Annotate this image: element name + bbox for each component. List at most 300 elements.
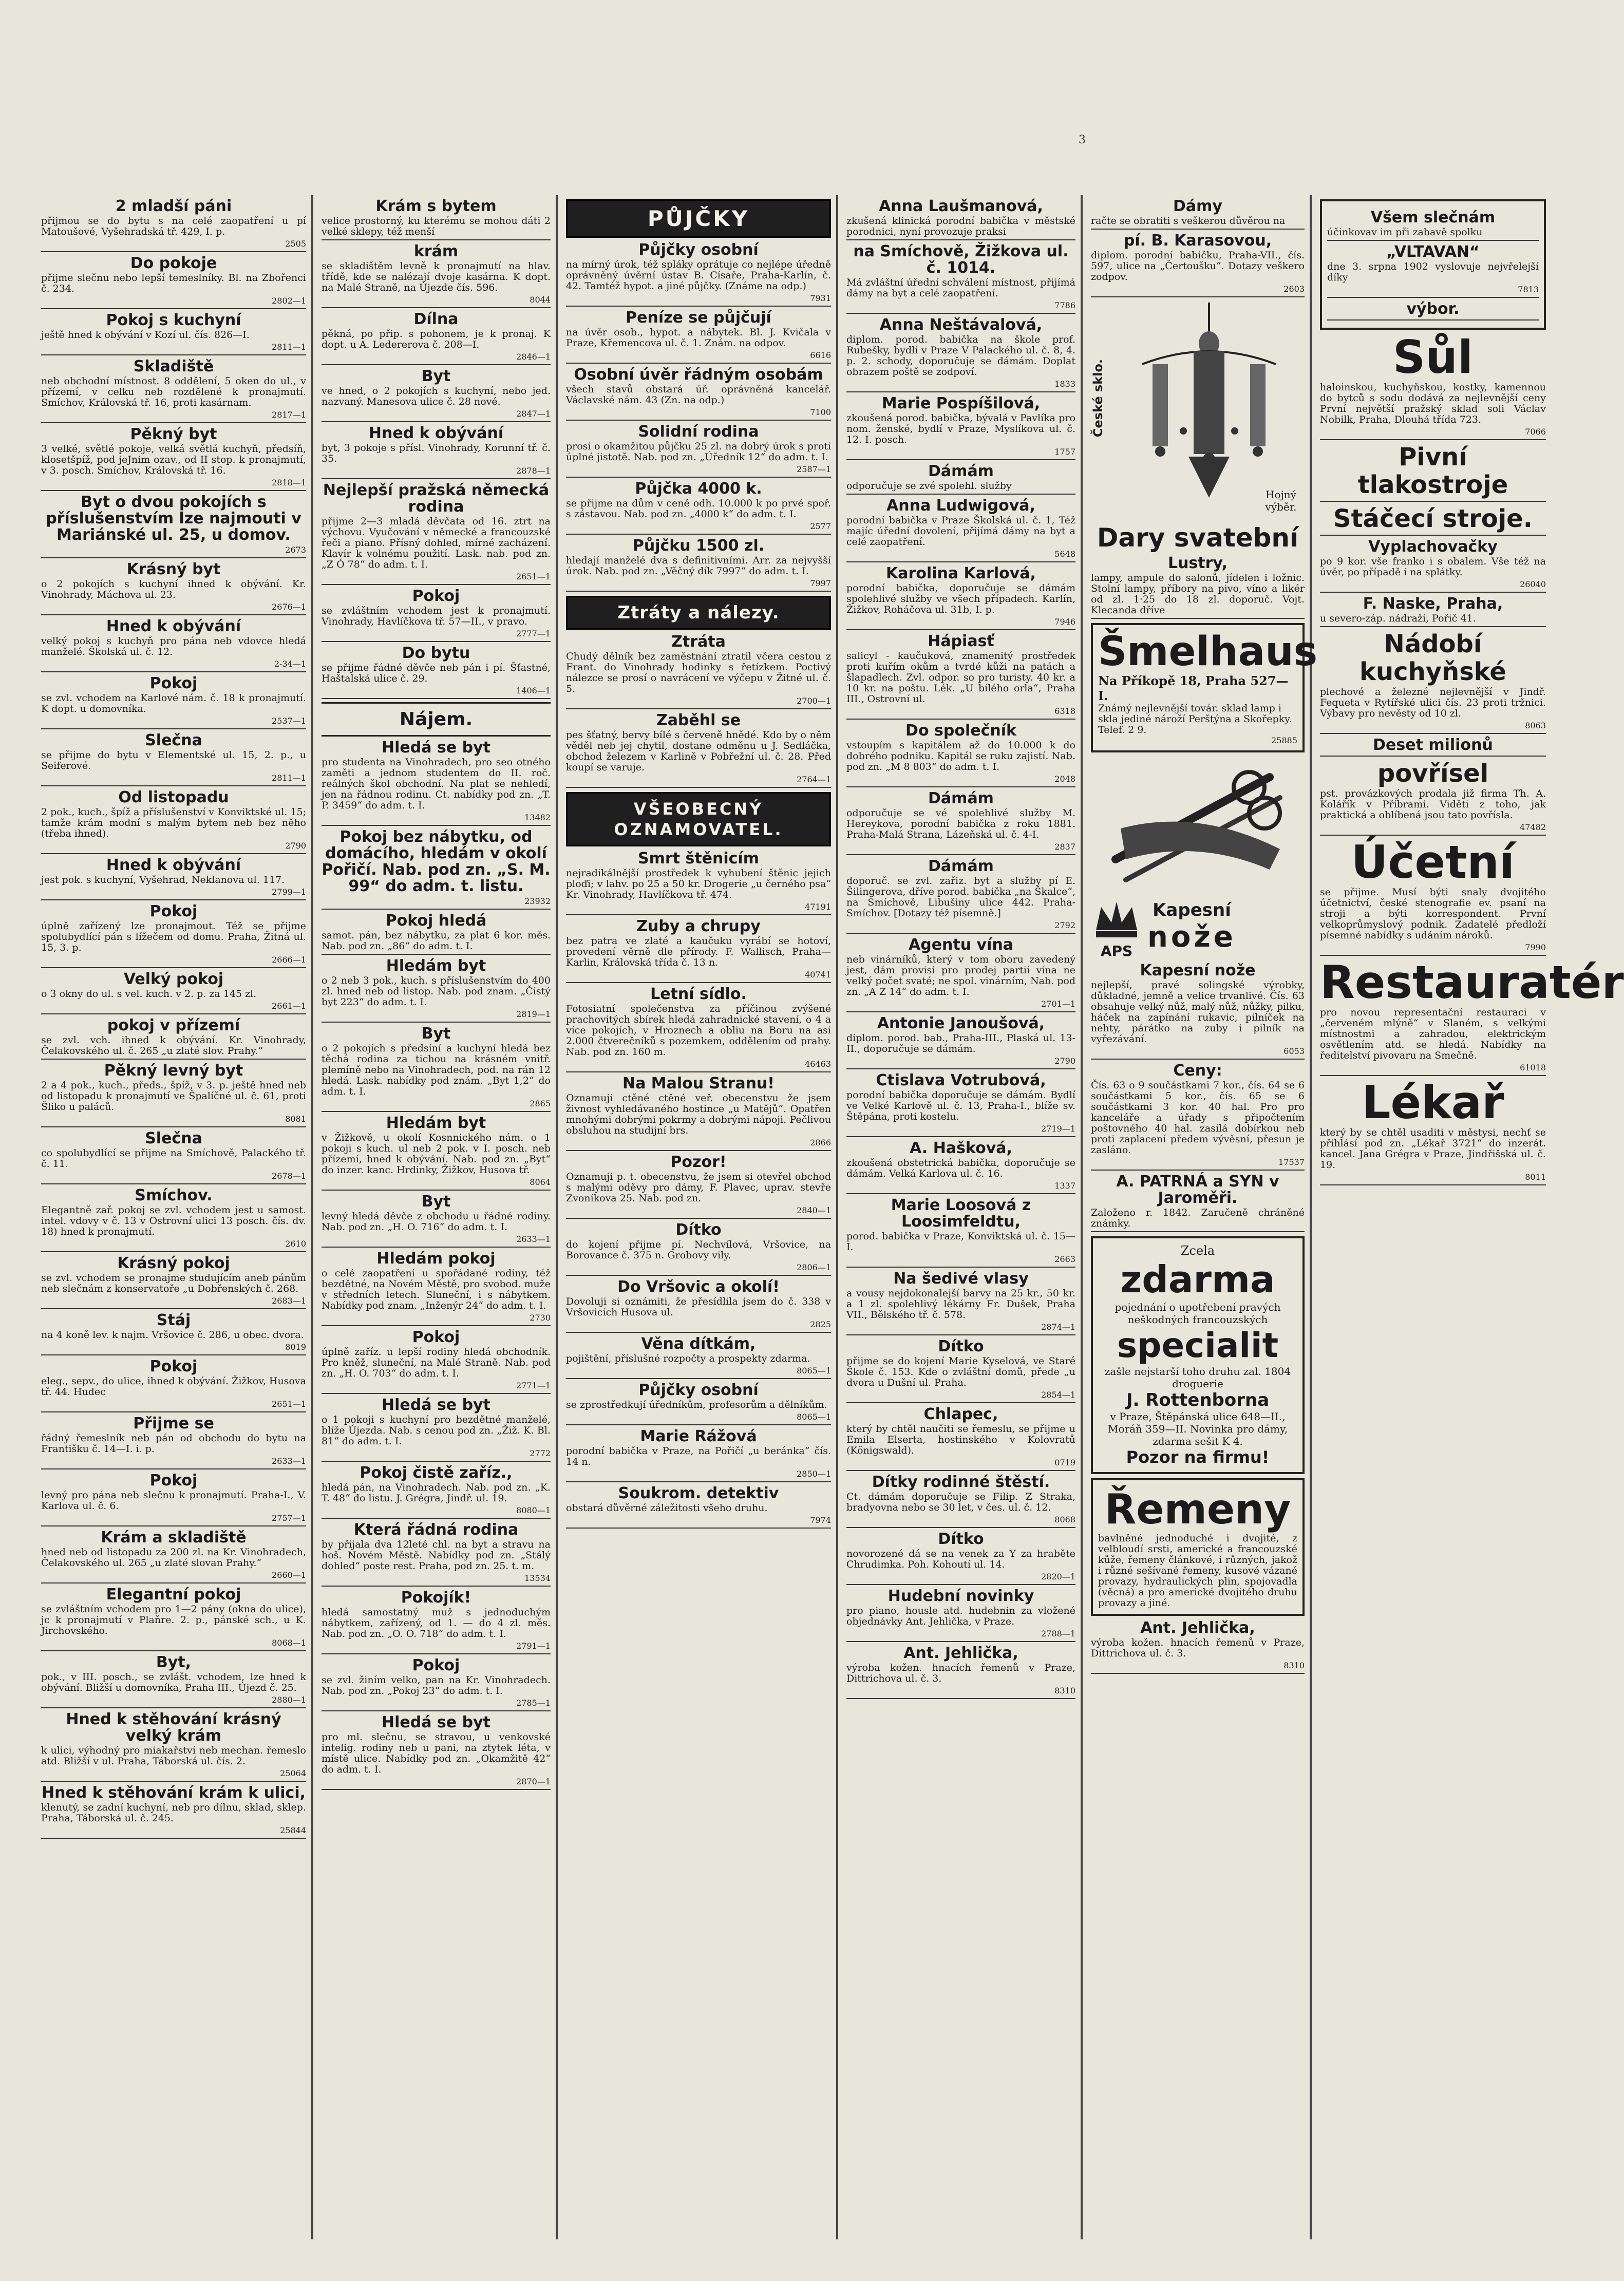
ad-body: se zvl. vchodem na Karlové nám. č. 18 k pronajmutí. K dopt. u domovníka. [41, 692, 306, 714]
ad-number: 2820—1 [1041, 1572, 1075, 1581]
ad-number: 7100 [810, 407, 831, 417]
classified-ad [1320, 596, 1546, 627]
ad-divider [322, 1586, 551, 1587]
ad-body: v Žižkově, u okolí Kosnnického nám. o 1 pokoji s kuch. ul neb 2 pok. v I. posch. neb přízemí, hned k obývání. Nab. pod zn. „Byt“ do inzer. kanc. Hrdinky, Žižkov, Husova tř. [322, 1132, 551, 1176]
ad-body: se zvláštním vchodem pro 1—2 pány (okna do ulice), jc k pronajmutí v Plaňre. 2. p., pánské sch., u K. Jirchovského. [41, 1604, 306, 1636]
ad-body: který by chtěl naučiti se řemeslu, se přijme u Emila Elserta, hostinského v Kolovratů (Königswald). [846, 1423, 1075, 1456]
ad-body: všech stavů obstará úř. oprávněná kancelář. Václavské nám. 43 (Zn. na odp.) [566, 384, 831, 406]
ad-number: 8063 [1525, 721, 1546, 730]
ad-body: se zvl. vch. ihned k obývání. Kr. Vinohrady, Čelakovského ul. č. 265 „u zlaté slov. Prahy.“ [41, 1034, 306, 1057]
ad-number: 2802—1 [272, 296, 306, 306]
ad-body: a vousy nejdokonalejší barvy na 25 kr., 50 kr. a 1 zl. spolehlivý lékárny Fr. Dušek, Praha VII., Bělského tř. č. 578. [846, 1288, 1075, 1321]
ad-body: nejradikálnější prostředek k vyhubení štěnic jejich ploďi; v lahv. po 25 a 50 kr. Drogerie „u černého psa“ Kr. Vinohrady, Havlíčkova tř. 474. [566, 868, 831, 900]
ad-divider [846, 1334, 1075, 1335]
ad-title: Byt [421, 1025, 451, 1043]
ad-body: řádný řemeslník neb pán od obchodu do bytu na Františku č. 14—I. i. p. [41, 1432, 306, 1455]
section-heading-ztraty: Ztráty a nálezy. [566, 596, 831, 630]
ad-divider [846, 391, 1075, 392]
classified-ad [322, 368, 551, 422]
ad-title: Anna Ludwigová, [886, 497, 1035, 515]
ad-divider [846, 854, 1075, 855]
classified-ad [846, 633, 1075, 720]
ad-body: k ulici, výhodný pro miakařství neb mechan. řemeslo atd. Bližší v ul. Praha, Táborská ul. čís. 2. [41, 1745, 306, 1767]
ad-title: Nádobí kuchyňské [1359, 630, 1506, 686]
ad-divider [1320, 756, 1546, 757]
ad-body: se přijme řádné děvče neb pán i pí. Šťastné, Haštalská ulice č. 29. [322, 662, 551, 684]
classified-ad [41, 198, 306, 252]
classified-ad [846, 1271, 1075, 1335]
ad-divider [322, 421, 551, 422]
ad-divider [41, 899, 306, 900]
smelhaus-advertisement [1091, 623, 1318, 752]
classified-ad [41, 675, 306, 729]
remeny-title: Řemeny [1104, 1485, 1291, 1533]
ad-body: 2 a 4 pok., kuch., předs., špíž, v 3. p. ještě hned neb od listopadu k pronajmutí ve Špalíčné ul. č. 61, proti Šliko u paláců. [41, 1080, 306, 1113]
classified-ad [1320, 737, 1546, 757]
ad-title: Stáčecí stroje. [1333, 504, 1533, 533]
ad-number: 13534 [524, 1573, 551, 1583]
ad-number: 46463 [805, 1059, 831, 1069]
classified-ad [1091, 555, 1305, 619]
classified-ad [566, 851, 831, 915]
ad-divider [1091, 296, 1305, 297]
classified-ad [846, 790, 1075, 855]
ad-divider [566, 1150, 831, 1151]
ad-body: se přijme do bytu v Elementské ul. 15, 2. p., u Seiferové. [41, 749, 306, 771]
ad-title: Do pokoje [130, 254, 217, 272]
ad-title: na Smíchově, Žižkova ul. č. 1014. [853, 242, 1069, 277]
ad-title: Krásný byt [126, 560, 221, 578]
ad-title: Přijme se [133, 1415, 214, 1432]
zdarma-body-2: zašle nejstarší toho druhu zal. 1804 droguerie [1104, 1365, 1291, 1390]
ad-number: 2811—1 [272, 773, 306, 783]
ad-number: 7931 [810, 293, 831, 303]
classified-ad [41, 359, 306, 423]
ad-title: Půjčky osobní [638, 1381, 759, 1399]
ad-divider [1091, 229, 1305, 230]
classified-ad [322, 1115, 551, 1191]
ad-body: porodní babička, doporučuje se dámám spolehlivé služby ve všech případech. Karlín, Žižkov, Roháčova ul. 31b, I. p. [846, 582, 1075, 615]
column-6 [1315, 195, 1624, 2239]
ad-divider [322, 1111, 551, 1112]
ad-divider [846, 313, 1075, 314]
classified-ad [566, 1076, 831, 1151]
ad-body: nejlepší, pravé solingské výrobky, důkladné, jemně a velice trvanlivé. Čís. 63 obsahuje velký nůž, malý nůž, nůžky, pilku, háček na zapínání rukavic, pilníček na nehty, párátko na zuby i pilník na vyřezávání. [1091, 979, 1305, 1045]
classified-ad [846, 858, 1075, 934]
ad-body: levný hledá děvče z obchodu u řádné rodiny. Nab. pod zn. „H. O. 716“ do adm. t. I. [322, 1211, 551, 1233]
ad-divider [846, 1267, 1075, 1268]
ad-number: 7786 [1054, 300, 1075, 310]
classified-ad [1091, 1174, 1305, 1232]
classified-ad [41, 1063, 306, 1127]
classified-ad [322, 1590, 551, 1654]
classified-ad [322, 740, 551, 826]
ad-title: Marie Pospíšilová, [881, 394, 1041, 412]
remeny-advertisement [1091, 1478, 1305, 1616]
ad-divider [566, 1528, 831, 1529]
ad-title: Nejlepší pražská německá rodina [323, 481, 550, 516]
ad-title: Marie Loosová z Loosimfeldtu, [891, 1196, 1031, 1231]
ad-number: 2700—1 [797, 696, 831, 706]
ad-number: 2-34—1 [274, 659, 306, 669]
ad-divider [41, 1650, 306, 1651]
ad-number: 2603 [1283, 284, 1305, 294]
ad-divider [566, 420, 831, 421]
zdarma-small: Zcela [1180, 1243, 1215, 1258]
classified-ad [1320, 443, 1546, 502]
ad-number: 2874—1 [1041, 1322, 1075, 1332]
ad-number: 2819—1 [516, 1009, 551, 1019]
ad-divider [846, 239, 1075, 240]
ad-divider [41, 1838, 306, 1839]
column-5 [1086, 195, 1318, 2239]
ad-title: povřísel [1377, 759, 1489, 788]
ad-title: Zuby a chrupy [636, 917, 761, 935]
ad-body: Chudý dělník bez zaměstnání ztratil včera cestou z Frant. do Vinohrady hodinky s řetízkem. Poctivý nálezce se prosí o navrácení ve výčepu v Žitné ul. č. 5. [566, 651, 831, 694]
ad-body: eleg., sepv., do ulice, ihned k obývání. Žižkov, Husova tř. 44. Hudec [41, 1375, 306, 1398]
ad-body: se zvláštním vchodem jest k pronajmutí. Vinohrady, Havlíčkova tř. 57—II., v pravo. [322, 605, 551, 627]
ad-divider [846, 1193, 1075, 1194]
ad-divider [566, 1378, 831, 1379]
classified-ad [322, 588, 551, 642]
ad-number: 2792 [1054, 920, 1075, 930]
ad-body: samot. pán, bez nábytku, za plat 6 kor. měs. Nab. pod zn. „86“ do adm. t. I. [322, 930, 551, 952]
ad-title: Ctislava Votrubová, [876, 1071, 1046, 1089]
classified-ad [322, 1026, 551, 1112]
ad-number: 8065—1 [797, 1412, 831, 1422]
ad-number: 2785—1 [516, 1698, 551, 1708]
ad-title: pokoj v přízemí [107, 1016, 240, 1034]
ad-divider [41, 1707, 306, 1708]
classified-ad [566, 1428, 831, 1482]
section-heading-pujcky: PŮJČKY [566, 199, 831, 238]
ad-number: 2633—1 [272, 1456, 306, 1466]
ad-title: Všem slečnám [1370, 209, 1496, 227]
ad-number: 7990 [1525, 942, 1546, 952]
ad-number: 2757—1 [272, 1513, 306, 1523]
ad-number: 2651—1 [272, 1399, 306, 1409]
ad-body: pro ml. slečnu, se stravou, u venkovské intelig. rodiny neb u pani, na ztytek léta, v místě ulice. Nabídky pod zn. „Okamžitě 42“ do adm. t. I. [322, 1731, 551, 1775]
ad-number: 2846—1 [516, 352, 551, 362]
ad-body: prosí o okamžitou půjčku 25 zl. na dobrý úrok s proti úplné jistotě. Nab. pod zn. „Úředník 12“ do adm. t. I. [566, 441, 831, 463]
ad-title: krám [413, 242, 459, 260]
ad-divider [566, 1332, 831, 1333]
ad-title: Soukrom. detektiv [618, 1484, 779, 1502]
classified-ad [1320, 331, 1546, 440]
ad-body: porodní babička v Praze, na Pořičí „u beránka“ čís. 14 n. [566, 1445, 831, 1467]
classified-ad [846, 1140, 1075, 1194]
ad-title: Slečna [145, 1129, 202, 1147]
classified-ad [1091, 1063, 1305, 1171]
ad-title: Do společník [905, 722, 1016, 740]
ad-divider [846, 719, 1075, 720]
ad-body: o celé zaopatření u spořádané rodiny, též bezdětné, na Novém Městě, pro svobod. muže v středních letech. Sluneční, i s nábytkem. Nabídky pod znam. „Inženýr 24“ do adm. t. I. [322, 1268, 551, 1311]
ad-body: odporučuje se zvé spolehl. služby [846, 480, 1012, 492]
ad-title: Hledá se byt [382, 1713, 490, 1731]
classified-ad [322, 1329, 551, 1394]
ad-number: 8068 [1054, 1515, 1075, 1524]
ad-body: úplně zaříz. u lepší rodiny hledá obchodník. Pro kněž, sluneční, na Malé Straně. Nab. pod zn. „H. O. 703“ do adm. t. I. [322, 1346, 551, 1379]
ad-number: 2663 [1054, 1254, 1075, 1264]
ad-title: Hápiasť [928, 632, 994, 650]
classified-ad [41, 971, 306, 1014]
ad-divider [322, 239, 551, 240]
smelhaus-number: 25885 [1271, 736, 1297, 745]
ad-number: 8011 [1525, 1172, 1546, 1182]
ad-divider [566, 914, 831, 915]
ad-divider [41, 1059, 306, 1060]
ad-number: 2799—1 [272, 887, 306, 897]
ad-title: Pokojík! [401, 1589, 471, 1607]
ad-divider [41, 671, 306, 672]
ad-body: se zprostředkují úředníkům, profesorům a dělníkům. [566, 1399, 827, 1410]
ad-body: ještě hned k obývání v Kozí ul. čís. 826—I. [41, 329, 250, 341]
chandelier-icon [1111, 303, 1307, 503]
ad-number: 2788—1 [1041, 1629, 1075, 1638]
ad-title: Anna Laušmanová, [879, 197, 1043, 215]
ad-title: Byt, [156, 1653, 192, 1671]
ad-title: Restauratér [1320, 956, 1624, 1009]
ad-number: 2587—1 [797, 464, 831, 474]
ad-number: 8068—1 [272, 1638, 306, 1648]
classified-ad [322, 645, 551, 699]
ad-title: Půjčka 4000 k. [635, 480, 762, 498]
ad-number: 40741 [805, 970, 831, 979]
ad-divider [41, 1354, 306, 1355]
ad-title: Dítko [938, 1530, 984, 1548]
ad-title: Deset milionů [1373, 736, 1493, 754]
ad-number: 2651—1 [516, 572, 551, 581]
ad-number: 2633—1 [516, 1234, 551, 1244]
classified-ad [846, 1072, 1075, 1137]
classified-ad [41, 1255, 306, 1309]
ad-divider [322, 1325, 551, 1326]
kapesni-label: Kapesní [1153, 900, 1231, 920]
ad-divider [846, 933, 1075, 934]
ad-divider [1320, 535, 1546, 536]
ad-body: výroba kožen. hnacích řemenů v Praze, Dittrichova ul. č. 3. [846, 1662, 1075, 1684]
ad-body: se přijme na dům v ceně odh. 10.000 k po prvé spoř. s zástavou. Nab. pod zn. „4000 k“ do adm. t. I. [566, 498, 831, 520]
ad-divider [41, 557, 306, 558]
ad-divider [41, 1411, 306, 1412]
classified-ad [322, 1465, 551, 1519]
ad-body: o 3 okny do ul. s vel. kuch. v 2. p. za 145 zl. [41, 988, 257, 1000]
ad-body: pěkná, po přip. s pohonem, je k pronaj. K dopt. u A. Ledererova č. 208—I. [322, 328, 551, 350]
ad-body: Čís. 63 o 9 součástkami 7 kor., čís. 64 se 6 součástkami 5 kor., čís. 65 se 6 součástkami 3 kor. 40 hal. Pro pro kanceláře a úřady s připočtením poštovného 40 hal. zasílá dobírkou neb proti zaplacení předem vývěsní, přesun je zasláno. [1091, 1080, 1305, 1156]
ad-body: levný pro pána neb slečnu k pronajmutí. Praha-I., V. Karlova ul. č. 6. [41, 1490, 306, 1512]
ad-body: výroba kožen. hnacích řemenů v Praze, Dittrichova ul. č. 3. [1091, 1637, 1305, 1659]
ad-body: neb obchodní místnost. 8 oddělení, 5 oken do ul., v přízemí, v celku neb rozdělené k pronajmutí. Smíchov, Královská tř. 16, proti kasárnam. [41, 375, 306, 408]
ad-title: Pokoj čistě zaříz., [360, 1464, 513, 1482]
ad-body: se zvl. vchodem se pronajme studujícím aneb pánům neb slečnám z konservatoře „u Dobřenských č. 268. [41, 1272, 306, 1294]
ad-divider [566, 306, 831, 307]
ad-divider [322, 641, 551, 642]
classified-ad [846, 395, 1075, 460]
ad-body: o 1 pokoji s kuchyní pro bezdětné manželé, blíže Újezda. Nab. s cenou pod zn. „Žiž. K. Bl. 81“ do adm. t. I. [322, 1414, 551, 1447]
classified-ad [566, 310, 831, 364]
ad-body: by přijala dva 12leté chl. na byt a stravu na hoš. Novém Městě. Nabídky pod zn. „Stálý dohled“ poste rest. Praha, pod zn. 25. t. m. [322, 1539, 551, 1572]
ad-title: Stáj [156, 1311, 191, 1329]
ad-title: Do bytu [402, 644, 470, 662]
ad-title: Hledám pokoj [376, 1250, 496, 1268]
ad-divider [846, 494, 1075, 495]
ad-number: 2701—1 [1041, 999, 1075, 1009]
ad-divider [1320, 439, 1546, 440]
noze-label: nože [1147, 920, 1236, 954]
ad-title: Byt [421, 367, 451, 385]
ad-number: 8044 [530, 295, 551, 305]
remeny-body: bavlněné jednoduché i dvojité, z velbloudí srsti, americké a francouzské kůže, řemeny článkové, i různých, jakož i různé sešívané řemeny, kusové vázané provazy, hydraulických plin, spojovadla (věcná) a pro americké dvojitého druhu provazy a jiné. [1098, 1533, 1297, 1609]
ad-title: Půjčku 1500 zl. [632, 537, 765, 555]
ad-body: diplom. porod. babička na škole prof. Rubešky, bydlí v Praze V Palackého ul. č. 8, 4. p. 2. schody, doporučuje se dámám. Doplat obrazem poště se zodpoví. [846, 334, 1075, 378]
ad-number: 8065—1 [797, 1366, 831, 1375]
ad-divider [322, 1022, 551, 1023]
ad-title: Dámám [928, 857, 994, 875]
ad-body: odporučuje se vé spolehlivé služby M. Hereykova, porodní babička z roku 1881. Praha-Malá Strana, Lázeňská ul. č. 4-I. [846, 807, 1075, 840]
classified-ad [41, 1654, 306, 1708]
ad-title: Slečna [145, 731, 202, 749]
ad-divider [846, 1402, 1075, 1403]
ad-title: Solidní rodina [638, 423, 759, 441]
ad-title: výbor. [1406, 300, 1460, 318]
ad-body: Založeno r. 1842. Zaručeně chráněné známky. [1091, 1207, 1305, 1229]
ad-number: 6616 [810, 350, 831, 360]
ad-body: novorozené dá se na venek za Y za hraběte Chrudimka. Poh. Kohoutí ul. 14. [846, 1548, 1075, 1570]
ad-divider [41, 967, 306, 968]
ad-title: Dítko [675, 1221, 722, 1239]
classified-ad [566, 1485, 831, 1529]
classified-ad [322, 243, 551, 308]
ad-divider [566, 534, 831, 535]
ad-title: Ant. Jehlička, [1140, 1619, 1255, 1637]
classified-ad [322, 311, 551, 365]
ad-number: 2878—1 [516, 466, 551, 476]
classified-ad [566, 481, 831, 535]
classified-ad [1091, 198, 1305, 230]
ad-divider [41, 1183, 306, 1184]
ad-number: 1406—1 [516, 686, 551, 695]
ad-title: 2 mladší páni [115, 197, 232, 215]
ad-title: Hned k obývání [106, 617, 241, 635]
ad-body: pes šťatný, bervy bílé s červeně hnědé. Kdo by o něm věděl neb jej chytil, dostane odměnu u J. Sedláčka, obchod železem v Karlině v Pobřežní ul. č. 28. Před koupí se varuje. [566, 729, 831, 773]
ad-title: Krám s bytem [375, 197, 497, 215]
classified-ad [566, 367, 831, 421]
ad-number: 2048 [1054, 774, 1075, 784]
ad-body: o 2 pokojích s kuchyní ihned k obývání. Kr. Vinohrady, Máchova ul. 23. [41, 578, 306, 600]
ad-body: lampy, ampule do salonů, jídelen i ložnic. Stolní lampy, příbory na pivo, víno a likér od zl. 1·25 do 18 zl. doporuč. Vojt. Klecanda dříve [1091, 572, 1305, 616]
ad-divider [322, 698, 551, 699]
column-4 [841, 195, 1083, 2239]
ad-divider [846, 1641, 1075, 1642]
zdarma-address: v Praze, Štěpánská ulice 648—II., Moráň 359—II. Novinka pro dámy, zdarma sešit K 4. [1108, 1410, 1288, 1447]
ad-number: 1757 [1054, 447, 1075, 457]
ad-divider [41, 1582, 306, 1583]
classified-ad [846, 1474, 1075, 1528]
ad-divider [846, 1698, 1075, 1699]
ad-title: Dítko [938, 1337, 984, 1355]
ad-number: 7066 [1525, 427, 1546, 437]
ad-divider [1320, 733, 1546, 734]
column-2 [316, 195, 558, 2239]
ad-title: Smíchov. [135, 1186, 213, 1204]
ad-number: 2660—1 [272, 1570, 306, 1580]
ad-title: Marie Rážová [640, 1427, 757, 1445]
classified-ad [846, 1531, 1075, 1585]
ad-number: 2771—1 [516, 1381, 551, 1390]
ad-title: Pokoj [412, 1656, 460, 1674]
ad-title: Byt [421, 1193, 451, 1211]
ad-number: 8310 [1054, 1686, 1075, 1695]
ad-body: byt, 3 pokoje s přísl. Vinohrady, Korunní tř. č. 35. [322, 442, 551, 464]
ad-divider [322, 1461, 551, 1462]
ad-divider [41, 1013, 306, 1014]
page-number: 3 [1079, 134, 1086, 146]
ad-body: plechové a železné nejlevnější v Jindř. Fequeta v Rytířské ulici čís. 23 proti tržnici. Výbavy pro nevěsty od 10 zl. [1320, 686, 1546, 719]
ad-body: vstoupím s kapitálem až do 10.000 k do dobrého podniku. Kapitál se ruku zajistí. Nab. pod zn. „M 8 803“ do adm. t. I. [846, 740, 1075, 772]
ad-number: 2537—1 [272, 716, 306, 726]
ad-number: 2661—1 [272, 1001, 306, 1011]
classified-ad [1091, 233, 1305, 297]
classified-ad [1320, 539, 1546, 593]
ad-divider [322, 825, 551, 826]
ad-number: 17537 [1278, 1157, 1305, 1167]
ad-body: co spolubydlící se přijme na Smíchově, Palackého tř. č. 11. [41, 1147, 306, 1170]
ad-divider [1327, 240, 1539, 241]
ad-number: 7946 [1054, 617, 1075, 627]
ad-number: 2865 [530, 1099, 551, 1108]
ad-divider [846, 1068, 1075, 1069]
ad-body: hledá pán, na Vinohradech. Nab. pod zn. „K. T. 48“ do listu. J. Grégra, Jindř. ul. 19. [322, 1482, 551, 1504]
ad-number: 2772 [530, 1448, 551, 1458]
ad-body: na úvěr osob., hypot. a nábytek. Bl. J. Kvičala v Praze, Křemencova ul. č. 1. Znám. na odpov. [566, 327, 831, 349]
ad-title: Kapesní nože [1140, 962, 1256, 979]
classified-ad [41, 789, 306, 854]
classified-ad [846, 937, 1075, 1012]
classified-ad [322, 1194, 551, 1248]
ad-body: hledá samostatný muž s jednoduchým nábytkem, zařízený, od 1. — do 4 zl. měs. Nab. pod zn. „O. O. 718“ do adm. t. I. [322, 1607, 551, 1639]
ad-number: 2818—1 [272, 478, 306, 487]
ad-number: 2880—1 [272, 1695, 306, 1705]
classified-ad [1320, 836, 1546, 956]
ad-body: pok., v III. posch., se zvlášt. vchodem, lze hned k obývání. Bližší u domovníka, Praha III., Újezd č. 25. [41, 1671, 306, 1693]
ad-title: Hudební novinky [887, 1587, 1034, 1605]
classified-ad [1320, 956, 1624, 1076]
ad-title: Pokoj s kuchyní [106, 311, 241, 329]
ad-number: 13482 [524, 813, 551, 822]
ad-divider [322, 364, 551, 365]
ad-divider [1320, 626, 1546, 627]
ad-title: Na šedivé vlasy [893, 1270, 1029, 1288]
ad-divider [846, 1470, 1075, 1471]
ad-body: 3 velké, světlé pokoje, velká světlá kuchyň, předsíň, klosetšpíž, pod jeJnim ozav., od II stop. k pronajmutí, v 3. posch. Smíchov, Královská tř. 16. [41, 443, 306, 476]
ad-number: 2683—1 [272, 1296, 306, 1306]
ad-title: Smrt štěnicím [638, 850, 759, 868]
ad-number: 7813 [1518, 285, 1539, 294]
ad-divider [566, 1071, 831, 1072]
ad-number: 7997 [810, 578, 831, 588]
classified-ad [41, 1416, 306, 1469]
ad-body: porodní babička v Praze Školská ul. č. 1, Též majíc úřední dovolení, přijímá dámy na byt a celé zaopatření. [846, 515, 1075, 548]
ad-number: 26040 [1520, 579, 1546, 589]
ad-divider [1320, 1184, 1546, 1185]
ad-body: jest pok. s kuchyní, Vyšehrad, Neklanova ul. 117. [41, 874, 285, 885]
ad-number: 61018 [1520, 1063, 1546, 1072]
classified-ad [1320, 505, 1546, 536]
classified-ad [1327, 210, 1539, 241]
ad-body: salicyl - kaučuková, znamenitý prostředek proti kuřím okům a tvrdé kůži na patách a šlapadlech. Zvl. odpor. so pro turisty. 40 kr. a 10 kr. na poštu. Lék. „U bílého orla“, Praha III., Ostrovní ul. [846, 650, 1075, 705]
ad-body: porod. babička v Praze, Konviktská ul. č. 15—I. [846, 1231, 1075, 1253]
ad-title: Dámám [928, 789, 994, 807]
